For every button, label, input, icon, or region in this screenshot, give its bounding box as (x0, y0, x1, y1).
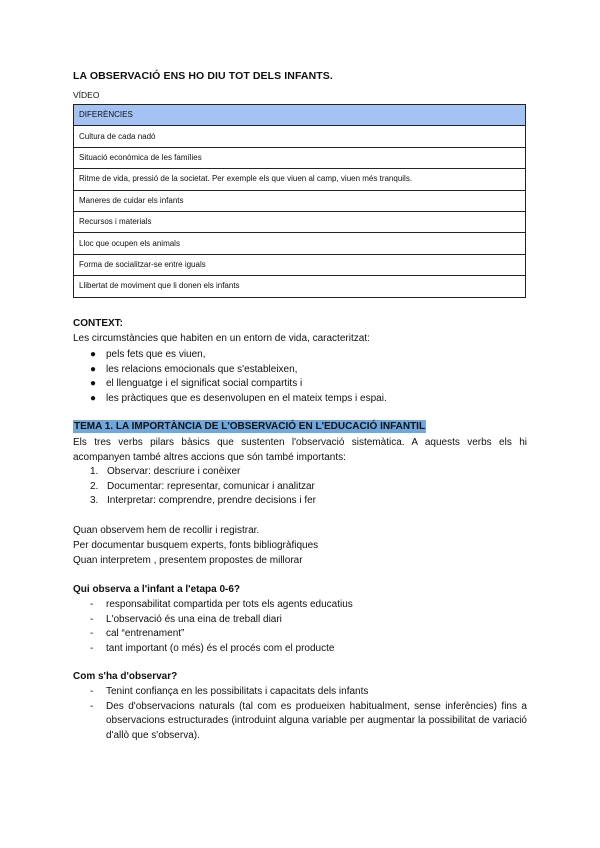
table-cell: Llibertat de moviment que li donen els infants (74, 276, 526, 297)
dash-marker: - (90, 686, 94, 697)
dash-marker: - (90, 642, 94, 654)
list-item: - tant important (o més) és el procés com el producte (73, 642, 353, 657)
list-item: 3. Interpretar: comprendre, prendre decisions i fer (73, 494, 316, 509)
qui-heading: Qui observa a l'infant a l'etapa 0-6? (73, 584, 241, 595)
list-item: 2. Documentar: representar, comunicar i analitzar (73, 480, 316, 495)
differences-table (73, 104, 526, 298)
list-item: - L'observació és una eina de treball diari (73, 613, 353, 628)
number-marker: 1. (90, 466, 99, 477)
list-item: ● el llenguatge i el significat social compartits i (73, 377, 387, 392)
dash-marker: - (90, 599, 94, 610)
table-row (74, 169, 526, 190)
interpret-line: Quan interpretem , presentem propostes de millorar (73, 555, 303, 566)
list-item: - responsabilitat compartida per tots els agents educatius (73, 598, 353, 613)
table-cell: Lloc que ocupen els animals (74, 233, 526, 254)
table-row (74, 233, 526, 254)
observe-line: Quan observem hem de recollir i registrar. (73, 525, 260, 536)
dash-marker: - (90, 628, 94, 640)
table-row (74, 190, 526, 211)
bullet-marker: ● (90, 349, 97, 360)
document-line: Per documentar busquem experts, fonts bibliogràfiques (73, 540, 319, 551)
table-row (74, 211, 526, 232)
table-cell: Forma de socialitzar-se entre iguals (74, 254, 526, 275)
com-list (73, 685, 527, 743)
qui-list (73, 598, 353, 656)
list-item: - cal “entrenament” (73, 627, 353, 642)
table-row (74, 276, 526, 297)
context-intro: Les circumstàncies que habiten en un entorn de vida, caracteritzat: (73, 333, 370, 344)
verbs-list (73, 465, 316, 509)
table-row (74, 254, 526, 275)
table-cell: Ritme de vida, pressió de la societat. Per exemple els que viuen al camp, viuen més tranquils. (74, 169, 526, 190)
table-header-cell: DIFERÈNCIES (74, 105, 526, 126)
table-row (74, 126, 526, 147)
video-subtitle: VÍDEO (73, 90, 100, 100)
table-cell: Maneres de cuidar els infants (74, 190, 526, 211)
table-cell: Situació econòmica de les famílies (74, 147, 526, 168)
table-header-row (74, 105, 526, 126)
dash-marker: - (90, 613, 94, 625)
bullet-marker: ● (90, 363, 97, 375)
document-title: LA OBSERVACIÓ ENS HO DIU TOT DELS INFANTS. (73, 70, 333, 82)
list-item: - Tenint confiança en les possibilitats i capacitats dels infants (73, 685, 527, 700)
list-item: ● pels fets que es viuen, (73, 348, 387, 363)
list-item: 1. Observar: descriure i conèixer (73, 465, 316, 480)
list-item: ● les pràctiques que es desenvolupen en el mateix temps i espai. (73, 392, 387, 407)
bullet-marker: ● (90, 392, 97, 404)
context-heading: CONTEXT: (73, 318, 123, 329)
com-heading: Com s'ha d'observar? (73, 671, 178, 682)
dash-marker: - (90, 700, 94, 712)
bullet-marker: ● (90, 378, 97, 390)
list-item: - Des d'observacions naturals (tal com es produeixen habitualment, sense inferències) fins a observacions estructurades (introduint alguna variable per augmentar la possibilitat de variació d'allò que s'observa). (90, 700, 527, 741)
table-row (74, 147, 526, 168)
context-list (73, 348, 387, 406)
number-marker: 3. (90, 495, 99, 507)
number-marker: 2. (90, 480, 99, 492)
table-cell: Cultura de cada nadó (74, 126, 526, 147)
table-cell: Recursos i materials (74, 211, 526, 232)
tema1-heading: TEMA 1. LA IMPORTÀNCIA DE L'OBSERVACIÓ EN L'EDUCACIÓ INFANTIL (74, 421, 426, 432)
tema1-intro: Els tres verbs pilars bàsics que sustenten l'observació sistemàtica. A aquests verbs els hi acompanyen també altres accions que són també importants: (73, 437, 527, 463)
list-item: ● les relacions emocionals que s'estableixen, (73, 363, 387, 378)
